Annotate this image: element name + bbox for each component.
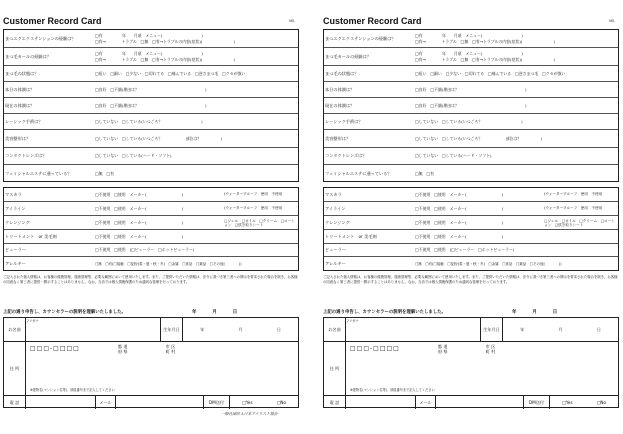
product-extra[interactable]: (ウォータープルーフ 使用 不使用 <box>224 206 283 210</box>
building-note: ※建物名(マンション名等)、部屋番号まで記入してください <box>30 388 115 392</box>
date-year-label: 年 <box>191 310 197 315</box>
option-line: □有 年 月頃 メニュー( ) <box>415 32 523 38</box>
date-day-label: 日 <box>232 310 238 315</box>
birth-year-label: 年 <box>520 326 525 332</box>
mail-label: メール <box>96 396 116 409</box>
option-line: □有→ トラブル □無 □有→トラブルの内容(症状)( ) <box>415 56 556 62</box>
product-options[interactable]: □不使用 □使用 (□ビューラー □ホットビューラー) <box>415 247 515 252</box>
question-label: コンタクトレンズは？ <box>5 153 47 158</box>
name-field[interactable] <box>346 318 481 341</box>
question-row <box>324 98 618 114</box>
date-day-label: 日 <box>552 310 558 315</box>
customer-form <box>3 317 299 408</box>
privacy-note: ご記入された個人情報は、お客様の健康管理、施術管理等、必要な範囲において使用いたします。また、ご提供いただいた情報は、法令に基づき第三者への開示を要求された場合を除き、お客様の同意なく第三者に提供・開示することはありません。なお、当店では個人情報保護のため適切な管理を行っております。 <box>323 275 618 284</box>
dm-label: DM送付 <box>524 396 550 409</box>
product-label: マスカラ <box>5 191 22 197</box>
prefecture-label: 都 道 府 県 <box>437 344 448 354</box>
question-label: まつエクエクステンションの経験は？ <box>5 35 76 41</box>
product-extra <box>224 244 298 256</box>
question-options[interactable] <box>413 30 618 47</box>
product-extra <box>544 244 618 256</box>
question-row <box>4 48 298 66</box>
product-extra[interactable]: (ウォータープルーフ 使用 不使用 <box>544 206 603 210</box>
option-line: □良好 □不調(理由は？ ) <box>415 102 527 108</box>
product-extra <box>544 230 618 243</box>
prefecture-label: 都 道 府 県 <box>117 344 128 354</box>
product-row <box>4 244 298 257</box>
product-label: マスカラ <box>325 191 342 197</box>
question-label: まつエクエクステンションの経験は？ <box>325 35 396 41</box>
question-label: 本日の体調は？ <box>325 86 355 92</box>
product-row <box>324 230 618 244</box>
question-row <box>4 82 298 98</box>
customer-form <box>323 317 619 408</box>
question-row <box>324 66 618 82</box>
question-row <box>324 48 618 66</box>
birth-month-label: 月 <box>238 326 243 332</box>
product-extra <box>224 230 298 243</box>
question-options[interactable] <box>93 82 298 97</box>
question-row <box>324 165 618 182</box>
question-options[interactable] <box>413 48 618 65</box>
product-row <box>4 202 298 216</box>
birth-field[interactable] <box>503 318 618 341</box>
date-year-label: 年 <box>511 310 517 315</box>
dm-yes-checkbox[interactable]: □Yes <box>241 400 253 405</box>
furigana-label: フリガナ <box>26 319 39 323</box>
product-label: トリートメント or 美毛剤 <box>5 233 57 239</box>
product-options[interactable]: □不使用 □使用 メーカー( ) <box>415 219 504 225</box>
dm-options[interactable] <box>230 396 298 409</box>
form-heading: 上記の通り申告し、カウンセラーの説明を理解いたしました。 <box>323 310 446 315</box>
product-extra[interactable]: (ウォータープルーフ 使用 不使用 <box>224 192 283 196</box>
question-row <box>324 82 618 98</box>
product-options[interactable]: □無 □有(□接触 □花粉(春・夏・秋・冬) □金属 □食品 □薬品 □その他( )) <box>415 261 562 266</box>
product-extra[interactable]: □ジェル □オイル □クリーム □ローション □拭き取りシート <box>544 218 615 227</box>
name-row <box>324 318 618 342</box>
question-label: フェイシャルエステに通っている？ <box>5 170 72 176</box>
product-row <box>4 216 298 230</box>
privacy-note: ご記入された個人情報は、お客様の健康管理、施術管理等、必要な範囲において使用いたします。また、ご提供いただいた情報は、法令に基づき第三者への開示を要求された場合を除き、お客様の同意なく第三者に提供・開示することはありません。なお、当店では個人情報保護のため適切な管理を行っております。 <box>3 275 298 284</box>
question-label: まつ毛カールの経験は？ <box>325 53 371 59</box>
option-line: □有 年 月頃 メニュー( ) <box>415 50 523 56</box>
question-options[interactable] <box>413 148 618 164</box>
product-section <box>323 187 619 271</box>
product-extra[interactable]: □ジェル □オイル □クリーム □ローション □拭き取りシート <box>224 218 295 227</box>
phone-label: 電 話 <box>324 396 346 409</box>
phone-label: 電 話 <box>4 396 26 409</box>
question-label: 現在の体調は？ <box>325 102 355 108</box>
postal-code-boxes[interactable]: □□□-□□□□ <box>30 345 80 352</box>
question-row <box>4 114 298 130</box>
question-options[interactable] <box>93 148 298 164</box>
option-line: □有 年 月頃 メニュー( ) <box>95 50 203 56</box>
option-line: □していない □している(いつごろ？ ) <box>95 118 203 124</box>
question-row <box>4 148 298 165</box>
address-label: 住 所 <box>324 342 346 395</box>
card-number-label: NO. <box>609 19 615 23</box>
option-line: □していない □している(ハード・ソフト) <box>415 153 492 158</box>
building-note: ※建物名(マンション名等)、部屋番号まで記入してください <box>350 388 435 392</box>
question-row <box>324 130 618 148</box>
dm-options[interactable] <box>550 396 618 409</box>
option-line: □無 □有 <box>415 170 435 176</box>
product-label: クレンジング <box>325 219 350 225</box>
question-options[interactable] <box>93 66 298 81</box>
question-row <box>324 148 618 165</box>
city-label: 市 区 町 村 <box>485 344 496 354</box>
form-heading-row <box>323 307 619 317</box>
card-number-label: NO. <box>289 19 295 23</box>
question-section <box>323 29 619 182</box>
name-row <box>4 318 298 342</box>
question-label: レーシック手術は？ <box>325 118 363 124</box>
postal-code-boxes[interactable]: □□□-□□□□ <box>350 345 400 352</box>
question-options[interactable] <box>93 114 298 129</box>
option-line: □していない □している(いつごろ？ 部位は？ ) <box>95 135 223 141</box>
question-label: 美容整形は？ <box>325 135 351 141</box>
product-label: トリートメント or 美毛剤 <box>325 233 377 239</box>
product-row <box>324 257 618 271</box>
product-label: ビューラー <box>325 247 346 252</box>
product-options[interactable]: □不使用 □使用 メーカー( ) <box>95 191 184 197</box>
question-options[interactable] <box>413 114 618 129</box>
dm-no-checkbox[interactable]: □No <box>596 400 607 405</box>
option-line: □していない □している(いつごろ？ 部位は？ ) <box>415 135 543 141</box>
phone-field[interactable] <box>346 396 416 409</box>
question-options[interactable] <box>93 98 298 113</box>
product-label: クレンジング <box>5 219 30 225</box>
question-row <box>4 30 298 48</box>
question-options[interactable] <box>93 30 298 47</box>
mail-label: メール <box>416 396 436 409</box>
question-label: 美容整形は？ <box>5 135 31 141</box>
question-options[interactable] <box>93 130 298 147</box>
question-label: 本日の体調は？ <box>5 86 35 92</box>
question-options[interactable] <box>93 165 298 182</box>
product-label: ビューラー <box>5 247 26 252</box>
option-line: □良好 □不調(理由は？ ) <box>95 86 207 92</box>
question-options[interactable] <box>413 66 618 81</box>
birth-label: 生年月日 <box>481 318 503 341</box>
product-options[interactable]: □不使用 □使用 (□ビューラー □ホットビューラー) <box>95 247 195 252</box>
association-footer: 一般社団法人日本アイリスト協会 <box>221 411 278 416</box>
option-line: □有→ トラブル □無 □有→トラブルの内容(症状)( ) <box>415 38 556 44</box>
option-line: □有 年 月頃 メニュー( ) <box>95 32 203 38</box>
product-row <box>324 216 618 230</box>
question-row <box>4 130 298 148</box>
product-row <box>324 188 618 202</box>
address-field[interactable] <box>346 342 618 395</box>
question-row <box>4 165 298 182</box>
product-row <box>4 257 298 271</box>
contact-row <box>4 396 298 409</box>
date-month-label: 月 <box>532 310 537 315</box>
name-label: お名前 <box>324 318 346 341</box>
record-card-left <box>3 16 299 418</box>
question-section <box>3 29 299 182</box>
address-label: 住 所 <box>4 342 26 395</box>
product-options[interactable]: □無 □有(□接触 □花粉(春・夏・秋・冬) □金属 □食品 □薬品 □その他( )) <box>95 261 242 266</box>
name-field[interactable] <box>26 318 161 341</box>
city-label: 市 区 町 村 <box>165 344 176 354</box>
question-label: まつ毛の状態は？ <box>325 70 359 76</box>
option-line: □短い □細い □少ない □切れてる □痛んでいる □逆さまつ毛 □クセが強い <box>95 70 246 76</box>
question-row <box>324 30 618 48</box>
birth-day-label: 日 <box>596 326 601 332</box>
dm-yes-checkbox[interactable]: □Yes <box>561 400 573 405</box>
question-label: まつ毛カールの経験は？ <box>5 53 51 59</box>
question-row <box>4 98 298 114</box>
product-options[interactable]: □不使用 □使用 メーカー( ) <box>415 205 504 211</box>
birth-month-label: 月 <box>558 326 563 332</box>
question-options[interactable] <box>413 130 618 147</box>
product-label: アレルギー <box>5 261 26 266</box>
option-line: □短い □細い □少ない □切れてる □痛んでいる □逆さまつ毛 □クセが強い <box>415 70 566 76</box>
question-label: コンタクトレンズは？ <box>325 153 367 158</box>
question-label: 現在の体調は？ <box>5 102 35 108</box>
product-options[interactable]: □不使用 □使用 メーカー( ) <box>415 233 504 239</box>
question-label: まつ毛の状態は？ <box>5 70 39 76</box>
option-line: □していない □している(ハード・ソフト) <box>95 153 172 158</box>
option-line: □していない □している(いつごろ？ ) <box>415 118 523 124</box>
dm-no-checkbox[interactable]: □No <box>276 400 287 405</box>
phone-field[interactable] <box>26 396 96 409</box>
product-section <box>3 187 299 271</box>
product-options[interactable]: □不使用 □使用 メーカー( ) <box>95 219 184 225</box>
product-row <box>4 230 298 244</box>
address-row <box>4 342 298 396</box>
question-options[interactable] <box>413 165 618 182</box>
product-label: アイライン <box>5 205 26 211</box>
product-row <box>324 202 618 216</box>
furigana-label: フリガナ <box>346 319 359 323</box>
product-row <box>324 244 618 257</box>
option-line: □有→ トラブル □無 □有→トラブルの内容(症状)( ) <box>95 38 236 44</box>
date-month-label: 月 <box>212 310 217 315</box>
product-options[interactable]: □不使用 □使用 メーカー( ) <box>95 205 184 211</box>
question-row <box>324 114 618 130</box>
product-label: アレルギー <box>325 261 346 266</box>
card-title: Customer Record Card <box>3 16 102 26</box>
product-options[interactable]: □不使用 □使用 メーカー( ) <box>415 191 504 197</box>
question-label: フェイシャルエステに通っている？ <box>325 170 392 176</box>
product-label: アイライン <box>325 205 346 211</box>
question-options[interactable] <box>93 48 298 65</box>
question-row <box>4 66 298 82</box>
question-options[interactable] <box>413 98 618 113</box>
birth-label: 生年月日 <box>161 318 183 341</box>
record-card-right <box>323 16 619 418</box>
form-heading: 上記の通り申告し、カウンセラーの説明を理解いたしました。 <box>3 310 126 315</box>
option-line: □良好 □不調(理由は？ ) <box>415 86 527 92</box>
question-options[interactable] <box>413 82 618 97</box>
product-options[interactable]: □不使用 □使用 メーカー( ) <box>95 233 184 239</box>
option-line: □無 □有 <box>95 170 115 176</box>
address-field[interactable] <box>26 342 298 395</box>
product-extra[interactable]: (ウォータープルーフ 使用 不使用 <box>544 192 603 196</box>
product-row <box>4 188 298 202</box>
address-row <box>324 342 618 396</box>
mail-field[interactable] <box>436 396 524 409</box>
option-line: □良好 □不調(理由は？ ) <box>95 102 207 108</box>
form-heading-row <box>3 307 299 317</box>
birth-year-label: 年 <box>200 326 205 332</box>
card-title: Customer Record Card <box>323 16 422 26</box>
contact-row <box>324 396 618 409</box>
birth-day-label: 日 <box>276 326 281 332</box>
name-label: お名前 <box>4 318 26 341</box>
dm-label: DM送付 <box>204 396 230 409</box>
birth-field[interactable] <box>183 318 298 341</box>
option-line: □有→ トラブル □無 □有→トラブルの内容(症状)( ) <box>95 56 236 62</box>
mail-field[interactable] <box>116 396 204 409</box>
question-label: レーシック手術は？ <box>5 118 43 124</box>
